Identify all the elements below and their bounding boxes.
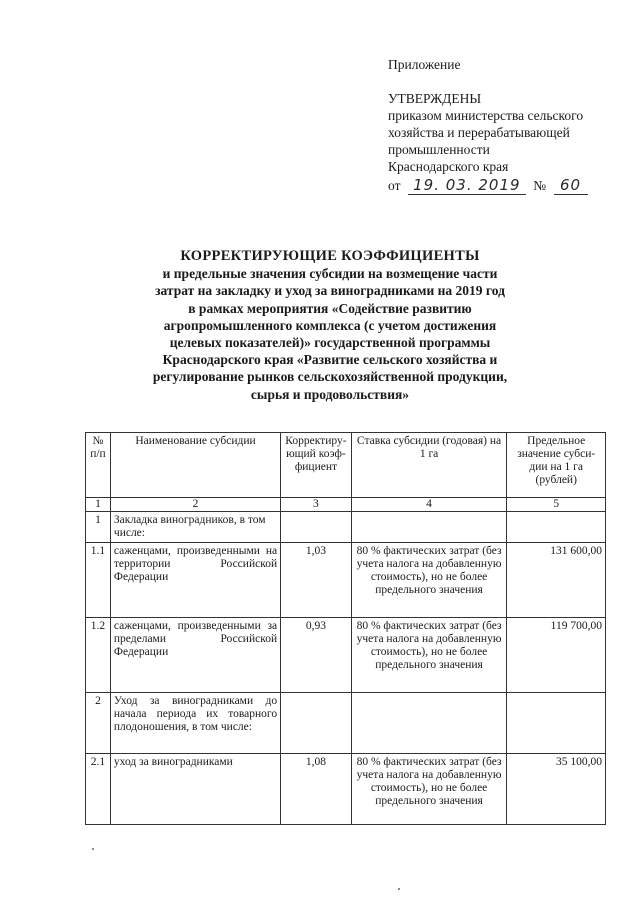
header-name: Наименование субсидии (110, 433, 280, 498)
title-line: сырья и продовольствия» (250, 386, 410, 402)
row-limit: 119 700,00 (507, 618, 606, 693)
title-line: регулирование рынков сельскохозяйственной продукции, (152, 369, 508, 385)
approved-label: УТВЕРЖДЕНЫ (388, 91, 482, 106)
order-line: промышленности (388, 142, 490, 157)
title-line: затрат на закладку и уход за виноградниками на 2019 год (155, 283, 505, 299)
row-rate: 80 % фактических затрат (без учета налога на добавленную стоимость), но не более предельного значения (351, 754, 507, 825)
order-line: хозяйства и перерабатывающей (388, 125, 570, 140)
title-line: целевых показателей)» государственной программы (169, 335, 491, 351)
document-title (100, 248, 560, 403)
table-row (86, 693, 606, 754)
header-num: № п/п (86, 433, 111, 498)
row-rate (351, 512, 507, 543)
row-num: 1 (86, 512, 111, 543)
header-coef: Корректиру-ющий коэф-фициент (281, 433, 352, 498)
row-coef: 0,93 (281, 618, 352, 693)
date-prefix: от (388, 178, 401, 193)
order-date: 19. 03. 2019 (408, 177, 526, 195)
row-rate: 80 % фактических затрат (без учета налога на добавленную стоимость), но не более предельного значения (351, 618, 507, 693)
header-limit: Предельное значение субси-дии на 1 га (рублей) (507, 433, 606, 498)
column-number: 5 (507, 498, 606, 512)
table-row (86, 754, 606, 825)
row-name: Закладка виноградников, в том числе: (110, 512, 280, 543)
column-number: 3 (281, 498, 352, 512)
row-rate: 80 % фактических затрат (без учета налога на добавленную стоимость), но не более предельного значения (351, 543, 507, 618)
order-date-number (388, 177, 618, 195)
header-rate: Ставка субсидии (годовая) на 1 га (351, 433, 507, 498)
scan-speck (92, 848, 94, 850)
row-coef: 1,03 (281, 543, 352, 618)
column-number: 2 (110, 498, 280, 512)
row-limit (507, 512, 606, 543)
title-line: Краснодарского края «Развитие сельского хозяйства и (162, 352, 498, 368)
number-prefix: № (533, 178, 547, 193)
row-limit: 131 600,00 (507, 543, 606, 618)
row-limit: 35 100,00 (507, 754, 606, 825)
column-number: 4 (351, 498, 507, 512)
annex-label: Приложение (388, 57, 461, 72)
row-num: 2.1 (86, 754, 111, 825)
table-row (86, 618, 606, 693)
title-line: и предельные значения субсидии на возмещение части (162, 266, 498, 282)
row-coef (281, 693, 352, 754)
scan-speck (398, 888, 400, 890)
title-main: КОРРЕКТИРУЮЩИЕ КОЭФФИЦИЕНТЫ (180, 248, 480, 264)
order-number: 60 (554, 177, 588, 195)
row-coef: 1,08 (281, 754, 352, 825)
approval-block (388, 56, 618, 195)
column-number: 1 (86, 498, 111, 512)
row-name: саженцами, произведенными за пределами Российской Федерации (110, 618, 280, 693)
order-line: приказом министерства сельского (388, 108, 584, 123)
coefficients-table (85, 432, 606, 825)
table-row (86, 543, 606, 618)
order-line: Краснодарского края (388, 159, 509, 174)
row-rate (351, 693, 507, 754)
row-coef (281, 512, 352, 543)
title-line: в рамках мероприятия «Содействие развитию (188, 300, 472, 316)
row-name: Уход за виноградниками до начала периода их товарного плодоношения, в том числе: (110, 693, 280, 754)
table-row (86, 512, 606, 543)
title-line: агропромышленного комплекса (с учетом достижения (163, 317, 497, 333)
row-name: уход за виноградниками (110, 754, 280, 825)
row-num: 2 (86, 693, 111, 754)
table-header-row (86, 433, 606, 498)
row-num: 1.2 (86, 618, 111, 693)
row-name: саженцами, произведенными на территории Российской Федерации (110, 543, 280, 618)
row-limit (507, 693, 606, 754)
row-num: 1.1 (86, 543, 111, 618)
column-numbers-row (86, 498, 606, 512)
